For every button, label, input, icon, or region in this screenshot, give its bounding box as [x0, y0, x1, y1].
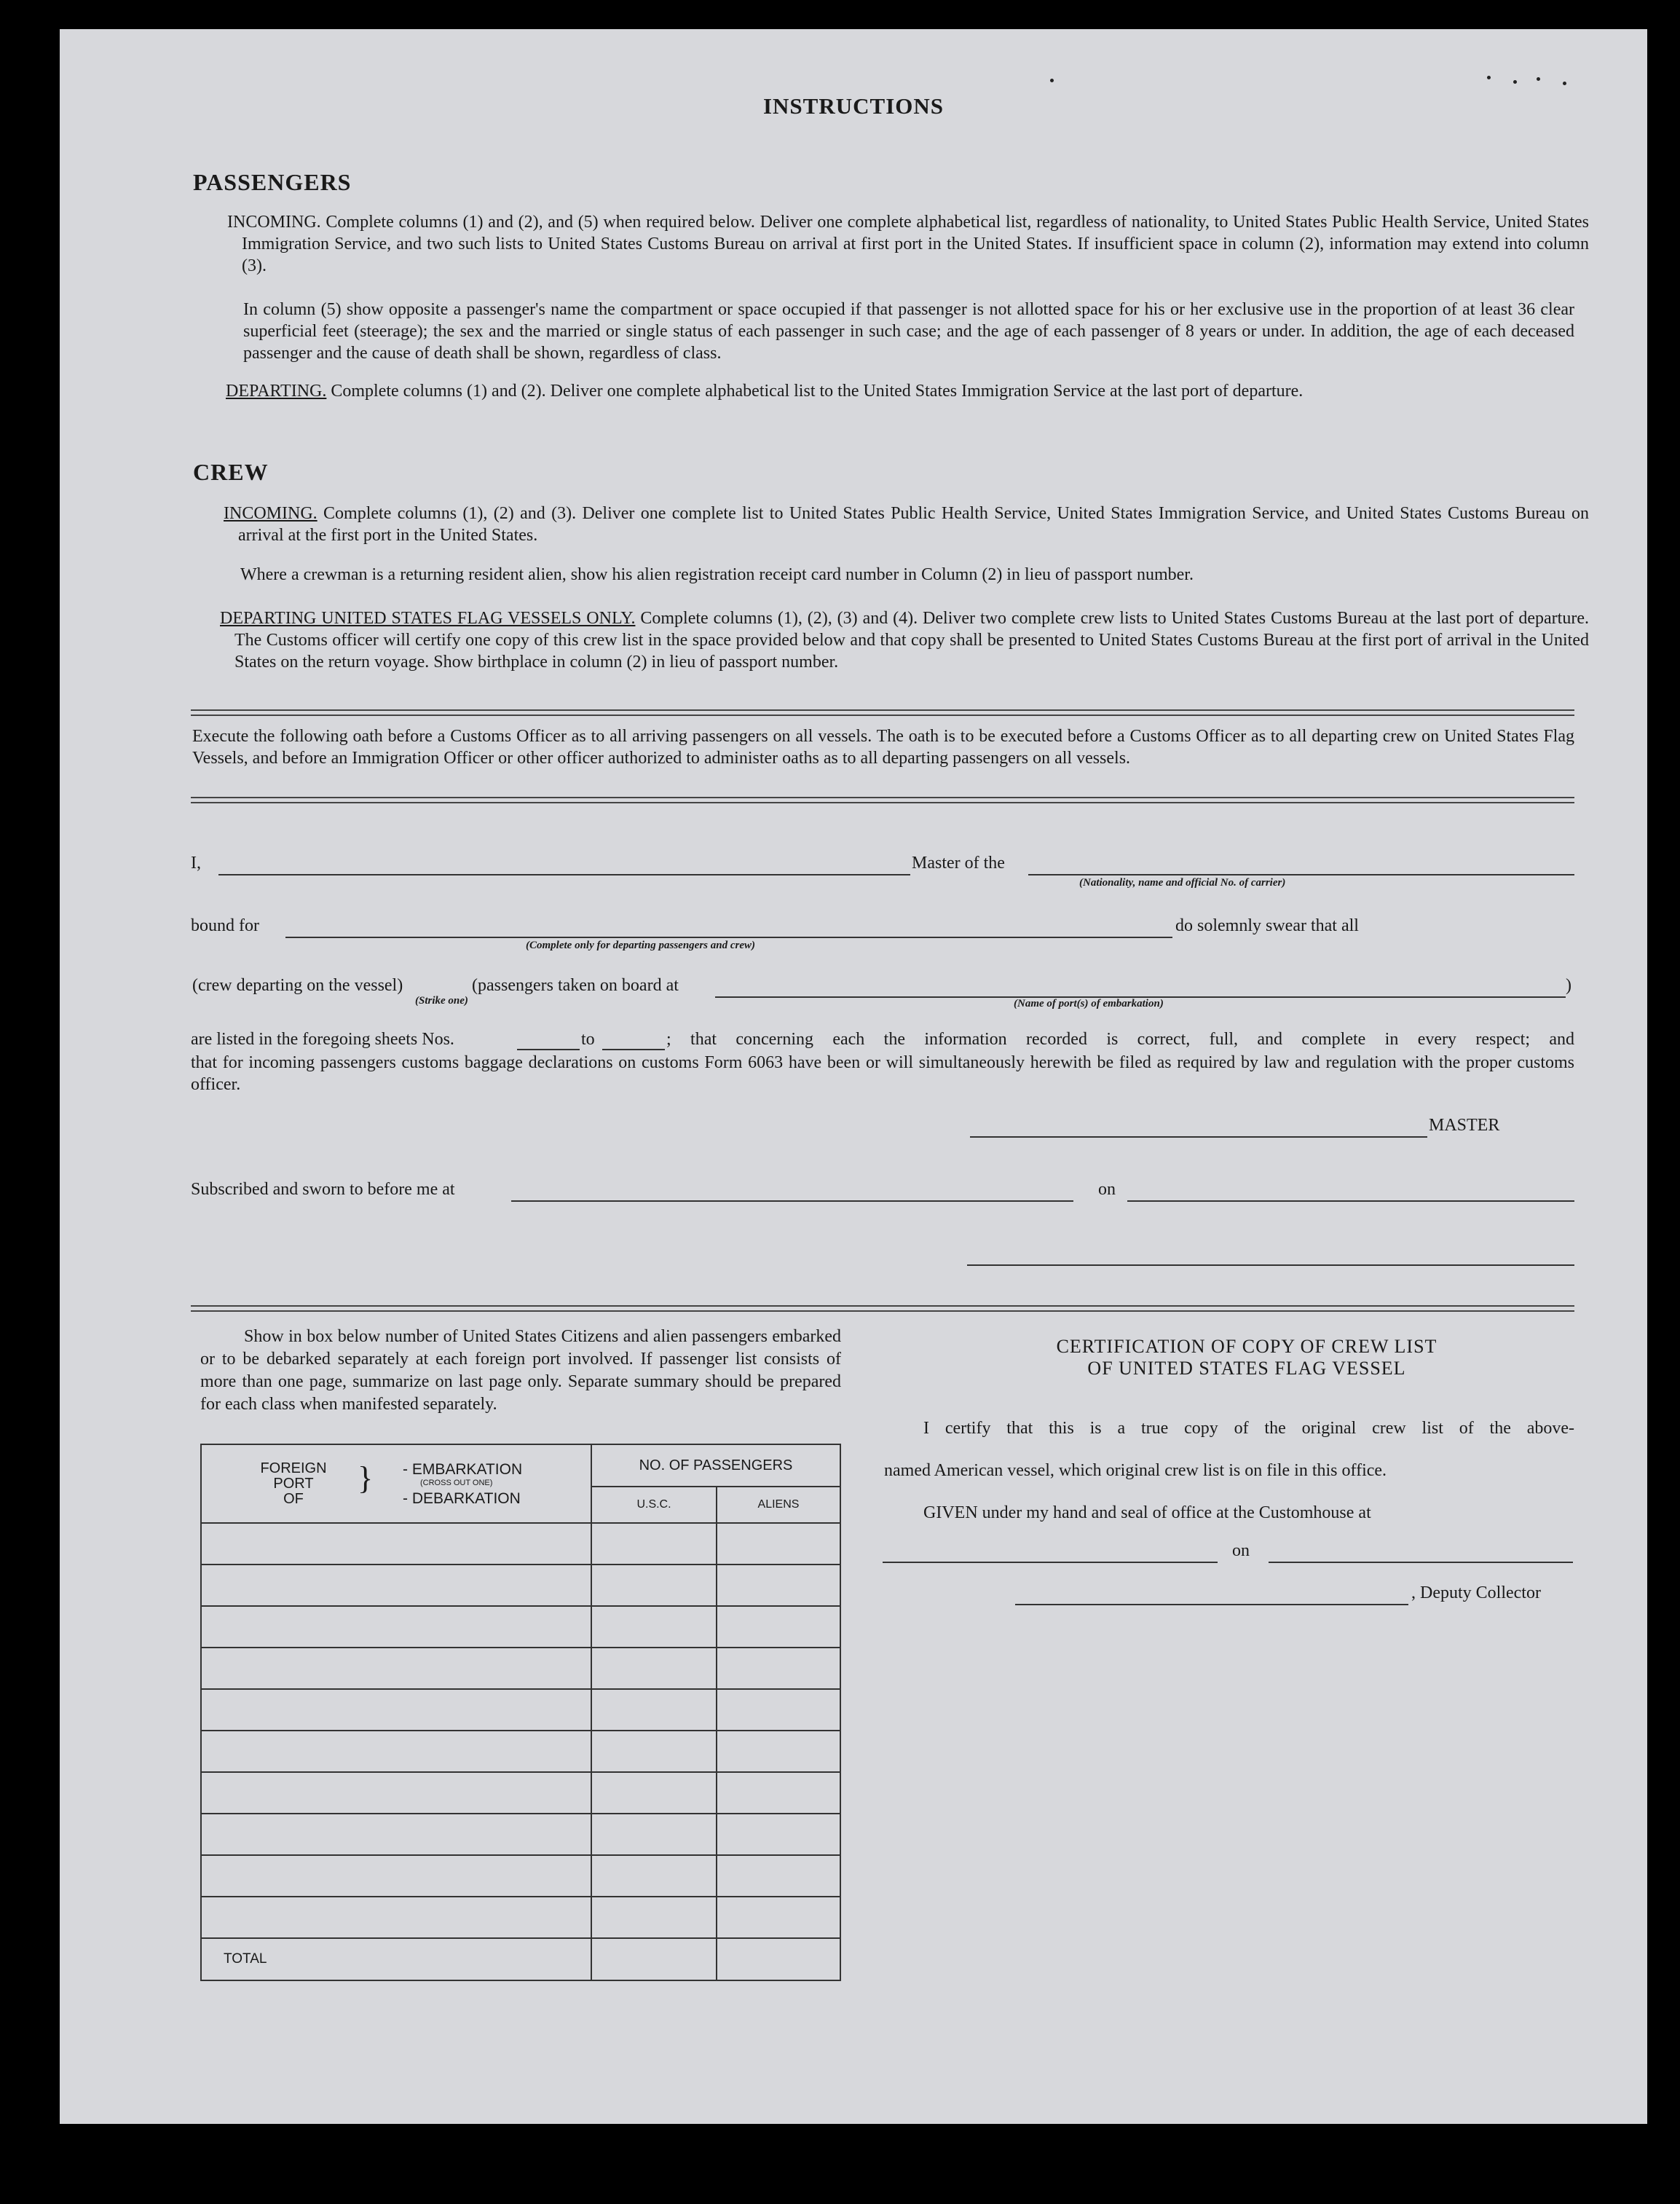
passengers-header-cell	[591, 1444, 840, 1523]
usc-label: U.S.C.	[592, 1487, 717, 1522]
passengers-incoming-text: Complete columns (1) and (2), and (5) when required below. Deliver one complete alphabetical list, regardless of nationality, to United States Public Health Service, United States Immigration Service, and two such lists to United States Customs Bureau on arrival at first port in the United States. If insufficient space in column (2), information may extend into column (3).	[242, 213, 1589, 275]
form-page	[60, 29, 1647, 2124]
table-row	[201, 1648, 840, 1689]
subscribed-label: Subscribed and sworn to before me at	[191, 1180, 455, 1199]
passengers-incoming-label: INCOMING.	[227, 213, 321, 232]
customhouse-field[interactable]	[883, 1562, 1218, 1563]
table-row	[201, 1523, 840, 1565]
passengers-incoming-paragraph	[227, 211, 1589, 277]
scan-speck	[1487, 76, 1491, 79]
master-label: MASTER	[1429, 1116, 1500, 1135]
table-row	[201, 1689, 840, 1731]
table-row	[201, 1814, 840, 1855]
bound-for-field[interactable]	[285, 937, 1172, 938]
no-of-passengers-label: NO. OF PASSENGERS	[592, 1445, 840, 1487]
brace-icon: }	[358, 1460, 374, 1496]
table-row	[201, 1565, 840, 1606]
certify-line-1: I certify that this is a true copy of the original crew list of the above-	[923, 1419, 1574, 1438]
summary-instructions: Show in box below number of United States Citizens and alien passengers embarked or to be debarked separately at each foreign port involved. If passenger list consists of more than one page, summarize on last page only. Separate summary should be prepared for each class when manifested separately.	[200, 1327, 841, 1414]
passengers-heading: PASSENGERS	[193, 169, 352, 195]
carrier-caption: (Nationality, name and official No. of carrier)	[1079, 877, 1286, 889]
debarkation-label: - DEBARKATION	[403, 1490, 521, 1507]
passengers-taken-label: (passengers taken on board at	[472, 976, 679, 995]
passenger-summary-table	[200, 1444, 841, 1981]
divider	[191, 1305, 1574, 1312]
foreign-port-of-label: FOREIGN PORT OF	[260, 1460, 327, 1507]
cross-out-label: (CROSS OUT ONE)	[420, 1479, 493, 1487]
crew-incoming-paragraph	[224, 503, 1589, 546]
scan-speck	[1537, 77, 1540, 81]
certify-line-3: GIVEN under my hand and seal of office at the Customhouse at	[923, 1503, 1371, 1522]
table-row	[201, 1772, 840, 1814]
sworn-location-field[interactable]	[511, 1200, 1073, 1202]
carrier-field[interactable]	[1028, 874, 1574, 875]
close-paren: )	[1566, 976, 1571, 995]
crew-departing-label: (crew departing on the vessel)	[192, 976, 403, 995]
sheet-from-field[interactable]	[517, 1049, 580, 1050]
listed-continuation: ; that concerning each the information recorded is correct, full, and complete in every respect; and	[666, 1030, 1574, 1049]
crew-resident-paragraph: Where a crewman is a returning resident alien, show his alien registration receipt card number in Column (2) in lieu of passport number.	[240, 565, 1194, 584]
divider	[191, 709, 1574, 716]
total-row	[201, 1938, 840, 1980]
sworn-date-field[interactable]	[1127, 1200, 1574, 1202]
oath-i-label: I,	[191, 854, 201, 873]
table-row	[201, 1731, 840, 1772]
table-row	[201, 1855, 840, 1897]
crew-departing-label: DEPARTING UNITED STATES FLAG VESSELS ONLY.	[220, 609, 636, 628]
table-row	[201, 1897, 840, 1938]
crew-departing-paragraph	[220, 607, 1589, 673]
oath-intro-paragraph: Execute the following oath before a Customs Officer as to all arriving passengers on all vessels. The oath is to be executed before a Customs Officer as to all departing crew on United States Flag Vessels, and before an Immigration Officer or other officer authorized to administer oaths as to all departing passengers on all vessels.	[192, 727, 1574, 768]
page-title: INSTRUCTIONS	[762, 93, 944, 119]
total-label: TOTAL	[201, 1938, 591, 1980]
master-signature-field[interactable]	[970, 1136, 1427, 1138]
bound-for-label: bound for	[191, 916, 259, 935]
port-header-cell	[201, 1444, 591, 1523]
certify-date-field[interactable]	[1269, 1562, 1573, 1563]
scan-speck	[1563, 82, 1566, 85]
listed-label: are listed in the foregoing sheets Nos.	[191, 1030, 454, 1049]
crew-departing-text: Complete columns (1), (2), (3) and (4). Deliver two complete crew lists to United States Customs Bureau at the last port of departure. The Customs officer will certify one copy of this crew list in the space provided below and that copy shall be presented to United States Customs Bureau at the first port of arrival in the United States on the return voyage. Show birthplace in column (2) in lieu of passport number.	[234, 609, 1589, 672]
crew-heading: CREW	[193, 459, 269, 485]
crew-incoming-label: INCOMING.	[224, 504, 318, 523]
passengers-departing-paragraph	[226, 380, 1589, 402]
sworn-on-label: on	[1098, 1180, 1116, 1199]
deputy-collector-label: , Deputy Collector	[1411, 1583, 1541, 1602]
master-of-the-label: Master of the	[912, 854, 1005, 873]
passengers-column5-paragraph: In column (5) show opposite a passenger's name the compartment or space occupied if that passenger is not allotted space for his or her exclusive use in the proportion of at least 36 clear superficial feet (steerage); the sex and the married or single status of each passenger in such case; and the age of each passenger of 8 years or under. In addition, the age of each deceased passenger and the cause of death shall be shown, regardless of class.	[243, 300, 1574, 363]
solemnly-swear-label: do solemnly swear that all	[1175, 916, 1359, 935]
listed-rest: that for incoming passengers customs baggage declarations on customs Form 6063 have been or will simultaneously herewith be filed as required by law and regulation with the proper customs officer.	[191, 1053, 1574, 1094]
listed-to-label: to	[581, 1030, 595, 1049]
crew-incoming-text: Complete columns (1), (2) and (3). Deliver one complete list to United States Public Health Service, United States Immigration Service, and United States Customs Bureau on arrival at the first port in the United States.	[238, 504, 1589, 545]
certification-heading: CERTIFICATION OF COPY OF CREW LIST OF UNITED STATES FLAG VESSEL	[1056, 1336, 1438, 1379]
deputy-signature-field[interactable]	[1015, 1604, 1408, 1605]
strike-one-caption: (Strike one)	[415, 995, 468, 1007]
bound-for-caption: (Complete only for departing passengers and crew)	[526, 940, 755, 951]
aliens-label: ALIENS	[757, 1498, 800, 1511]
port-caption: (Name of port(s) of embarkation)	[1014, 998, 1164, 1009]
table-row	[201, 1606, 840, 1648]
passengers-departing-label: DEPARTING.	[226, 382, 327, 401]
officer-signature-field[interactable]	[967, 1264, 1574, 1266]
master-name-field[interactable]	[218, 874, 910, 875]
divider	[191, 797, 1574, 803]
scan-speck	[1513, 80, 1517, 84]
embarkation-label: - EMBARKATION	[403, 1461, 523, 1478]
sheet-to-field[interactable]	[602, 1049, 665, 1050]
passengers-departing-text: Complete columns (1) and (2). Deliver one complete alphabetical list to the United States Immigration Service at the last port of departure.	[331, 382, 1304, 401]
certify-on-label: on	[1232, 1541, 1250, 1560]
scan-speck	[1050, 79, 1054, 82]
certify-line-2: named American vessel, which original crew list is on file in this office.	[884, 1461, 1387, 1480]
